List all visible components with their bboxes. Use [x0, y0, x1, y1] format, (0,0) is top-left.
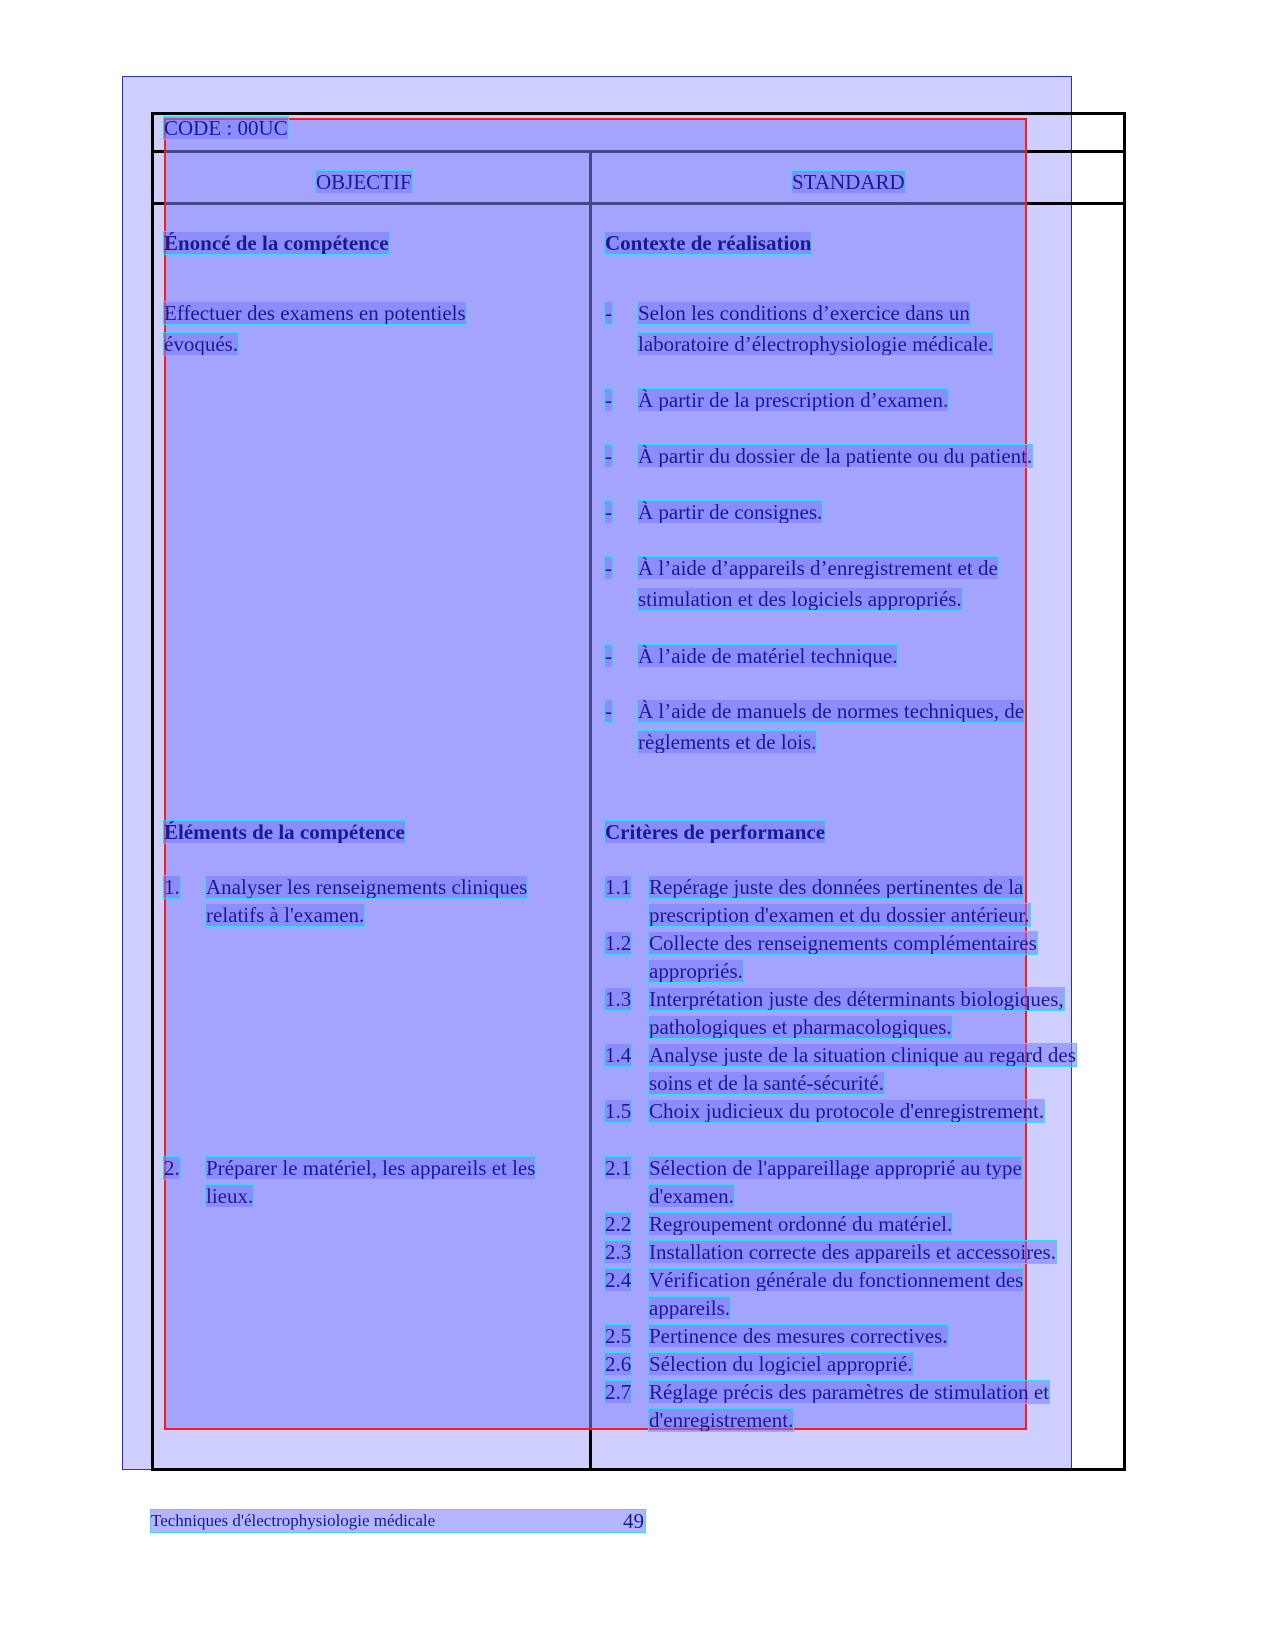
page-number: 49 [623, 1509, 644, 1533]
element-number: 1. [164, 875, 180, 899]
header-standard: STANDARD [792, 170, 905, 194]
critere-number: 2.4 [605, 1268, 632, 1292]
critere-number: 2.2 [605, 1212, 632, 1236]
enonce-title: Énoncé de la compétence [164, 231, 389, 255]
footer-title: Techniques d'électrophysiologie médicale [151, 1511, 436, 1530]
contexte-item-line: À l’aide d’appareils d’enregistrement et de [638, 556, 998, 580]
enonce-text-line: évoqués. [164, 332, 239, 356]
critere-line: pathologiques et pharmacologiques. [649, 1015, 952, 1039]
critere-number: 2.1 [605, 1156, 632, 1180]
element-line: lieux. [206, 1184, 254, 1208]
critere-number: 1.2 [605, 931, 632, 955]
contexte-item-line: laboratoire d’électrophysiologie médicale. [638, 332, 994, 356]
contexte-item-line: stimulation et des logiciels appropriés. [638, 587, 962, 611]
critere-number: 2.7 [605, 1380, 632, 1404]
contexte-bullet: - [605, 444, 612, 468]
criteres-title: Critères de performance [605, 820, 826, 844]
critere-line: Interprétation juste des déterminants biologiques, [649, 987, 1064, 1011]
elements-title: Éléments de la compétence [164, 820, 405, 844]
critere-line: Regroupement ordonné du matériel. [649, 1212, 953, 1236]
critere-line: Installation correcte des appareils et accessoires. [649, 1240, 1056, 1264]
contexte-bullet: - [605, 556, 612, 580]
critere-line: Collecte des renseignements complémentaires [649, 931, 1037, 955]
critere-number: 1.1 [605, 875, 632, 899]
enonce-text-line: Effectuer des examens en potentiels [164, 301, 466, 325]
critere-line: appropriés. [649, 959, 743, 983]
critere-line: Repérage juste des données pertinentes de la [649, 875, 1024, 899]
critere-line: Pertinence des mesures correctives. [649, 1324, 948, 1348]
contexte-bullet: - [605, 500, 612, 524]
contexte-bullet: - [605, 388, 612, 412]
contexte-item-line: règlements et de lois. [638, 730, 817, 754]
header-objectif: OBJECTIF [316, 170, 412, 194]
critere-line: Sélection de l'appareillage approprié au type [649, 1156, 1022, 1180]
critere-line: appareils. [649, 1296, 731, 1320]
critere-line: Analyse juste de la situation clinique au regard des [649, 1043, 1076, 1067]
footer [151, 1510, 645, 1532]
contexte-item-line: À partir de la prescription d’examen. [638, 388, 949, 412]
contexte-item-line: Selon les conditions d’exercice dans un [638, 301, 970, 325]
critere-line: Vérification générale du fonctionnement des [649, 1268, 1024, 1292]
critere-number: 2.6 [605, 1352, 632, 1376]
critere-line: soins et de la santé-sécurité. [649, 1071, 884, 1095]
critere-number: 1.5 [605, 1099, 632, 1123]
critere-line: Choix judicieux du protocole d'enregistrement. [649, 1099, 1045, 1123]
contexte-bullet: - [605, 301, 612, 325]
contexte-title: Contexte de réalisation [605, 231, 812, 255]
competency-code: CODE : 00UC [164, 116, 288, 140]
contexte-item-line: À partir de consignes. [638, 500, 823, 524]
critere-number: 2.3 [605, 1240, 632, 1264]
element-line: relatifs à l'examen. [206, 903, 365, 927]
contexte-item-line: À l’aide de matériel technique. [638, 644, 898, 668]
critere-line: d'examen. [649, 1184, 734, 1208]
critere-number: 1.3 [605, 987, 632, 1011]
element-number: 2. [164, 1156, 180, 1180]
contexte-bullet: - [605, 699, 612, 723]
critere-line: Réglage précis des paramètres de stimulation et [649, 1380, 1050, 1404]
contexte-item-line: À partir du dossier de la patiente ou du patient. [638, 444, 1033, 468]
element-line: Analyser les renseignements cliniques [206, 875, 528, 899]
critere-line: Sélection du logiciel approprié. [649, 1352, 913, 1376]
critere-line: prescription d'examen et du dossier antérieur. [649, 903, 1030, 927]
critere-number: 2.5 [605, 1324, 632, 1348]
element-line: Préparer le matériel, les appareils et les [206, 1156, 536, 1180]
contexte-item-line: À l’aide de manuels de normes techniques, de [638, 699, 1025, 723]
contexte-bullet: - [605, 644, 612, 668]
critere-line: d'enregistrement. [649, 1408, 794, 1432]
critere-number: 1.4 [605, 1043, 632, 1067]
